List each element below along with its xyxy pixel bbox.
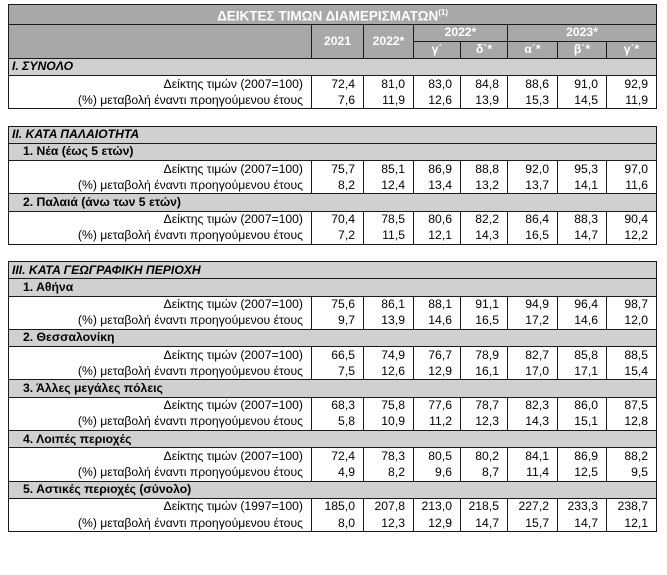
- value-cell: 80,6: [414, 211, 461, 228]
- table-title-text: ΔΕΙΚΤΕΣ ΤΙΜΩΝ ΔΙΑΜΕΡΙΣΜΑΤΩΝ: [217, 8, 439, 24]
- value-cell: 82,2: [461, 211, 508, 228]
- value-cell: 85,1: [364, 161, 414, 178]
- value-cell: 12,9: [414, 363, 461, 380]
- value-cell: 84,1: [508, 448, 558, 465]
- value-cell: 78,5: [364, 211, 414, 228]
- subgroup-title: 4. Λοιπές περιοχές: [9, 431, 657, 448]
- value-cell: 16,5: [508, 228, 558, 245]
- value-cell: 76,7: [414, 347, 461, 364]
- header-group-2023: 2023*: [508, 24, 657, 41]
- value-cell: 12,6: [364, 363, 414, 380]
- value-cell: 7,2: [312, 228, 364, 245]
- value-cell: 17,0: [508, 363, 558, 380]
- table-row: [9, 347, 657, 364]
- row-label: (%) μεταβολή έναντι προηγούμενου έτους: [9, 414, 312, 431]
- subgroup-header-row: [9, 329, 657, 346]
- value-cell: 86,9: [414, 161, 461, 178]
- value-cell: 213,0: [414, 498, 461, 515]
- value-cell: 78,9: [461, 347, 508, 364]
- table-row: [9, 448, 657, 465]
- section-title: III. ΚΑΤΑ ΓΕΩΓΡΑΦΙΚΗ ΠΕΡΙΟΧΗ: [9, 262, 657, 279]
- header-q1-2023: α΄*: [508, 41, 558, 58]
- value-cell: 80,2: [461, 448, 508, 465]
- value-cell: 74,9: [364, 347, 414, 364]
- value-cell: 13,7: [508, 177, 558, 194]
- value-cell: 8,2: [364, 464, 414, 481]
- row-label: Δείκτης τιμών (2007=100): [9, 397, 312, 414]
- value-cell: 5,8: [312, 414, 364, 431]
- section-title: II. ΚΑΤΑ ΠΑΛΑΙΟΤΗΤΑ: [9, 126, 657, 143]
- value-cell: 14,3: [461, 228, 508, 245]
- table-row: [9, 76, 657, 93]
- table-row: [9, 498, 657, 515]
- value-cell: 14,5: [558, 92, 607, 109]
- value-cell: 86,4: [508, 211, 558, 228]
- value-cell: 11,2: [414, 414, 461, 431]
- header-blank-cell: [9, 24, 312, 58]
- value-cell: 12,4: [364, 177, 414, 194]
- row-label: Δείκτης τιμών (2007=100): [9, 161, 312, 178]
- value-cell: 81,0: [364, 76, 414, 93]
- value-cell: 14,1: [558, 177, 607, 194]
- value-cell: 15,3: [508, 92, 558, 109]
- section-spacer: [9, 109, 657, 126]
- value-cell: 14,3: [508, 414, 558, 431]
- row-label: Δείκτης τιμών (2007=100): [9, 347, 312, 364]
- value-cell: 66,5: [312, 347, 364, 364]
- value-cell: 78,7: [461, 397, 508, 414]
- value-cell: 15,4: [607, 363, 657, 380]
- value-cell: 12,1: [607, 515, 657, 532]
- value-cell: 15,1: [558, 414, 607, 431]
- value-cell: 218,5: [461, 498, 508, 515]
- value-cell: 72,4: [312, 76, 364, 93]
- subgroup-title: 3. Άλλες μεγάλες πόλεις: [9, 380, 657, 397]
- value-cell: 88,5: [607, 347, 657, 364]
- value-cell: 15,7: [508, 515, 558, 532]
- subgroup-title: 2. Παλαιά (άνω των 5 ετών): [9, 194, 657, 211]
- value-cell: 14,7: [558, 228, 607, 245]
- header-q3-2022: γ΄: [414, 41, 461, 58]
- value-cell: 92,9: [607, 76, 657, 93]
- row-label: (%) μεταβολή έναντι προηγούμενου έτους: [9, 363, 312, 380]
- header-2022-annual: 2022*: [364, 24, 414, 58]
- value-cell: 9,7: [312, 313, 364, 330]
- value-cell: 238,7: [607, 498, 657, 515]
- value-cell: 88,2: [607, 448, 657, 465]
- value-cell: 12,3: [364, 515, 414, 532]
- subgroup-header-row: [9, 194, 657, 211]
- subgroup-header-row: [9, 481, 657, 498]
- value-cell: 13,2: [461, 177, 508, 194]
- value-cell: 75,6: [312, 296, 364, 313]
- section-spacer: [9, 244, 657, 261]
- section-header-row: [9, 126, 657, 143]
- row-label: (%) μεταβολή έναντι προηγούμενου έτους: [9, 464, 312, 481]
- value-cell: 12,6: [414, 92, 461, 109]
- value-cell: 8,0: [312, 515, 364, 532]
- table-row: [9, 92, 657, 109]
- value-cell: 16,1: [461, 363, 508, 380]
- value-cell: 68,3: [312, 397, 364, 414]
- row-label: Δείκτης τιμών (1997=100): [9, 498, 312, 515]
- apartment-price-index-table: [8, 4, 657, 532]
- value-cell: 14,7: [461, 515, 508, 532]
- subgroup-header-row: [9, 143, 657, 160]
- value-cell: 227,2: [508, 498, 558, 515]
- table-title: [9, 5, 657, 25]
- value-cell: 82,7: [508, 347, 558, 364]
- value-cell: 98,7: [607, 296, 657, 313]
- value-cell: 92,0: [508, 161, 558, 178]
- row-label: Δείκτης τιμών (2007=100): [9, 211, 312, 228]
- value-cell: 86,1: [364, 296, 414, 313]
- value-cell: 88,3: [558, 211, 607, 228]
- row-label: Δείκτης τιμών (2007=100): [9, 76, 312, 93]
- value-cell: 11,6: [607, 177, 657, 194]
- subgroup-title: 1. Νέα (έως 5 ετών): [9, 143, 657, 160]
- subgroup-title: 1. Αθήνα: [9, 279, 657, 296]
- section-title: I. ΣΥΝΟΛΟ: [9, 58, 657, 75]
- row-label: (%) μεταβολή έναντι προηγούμενου έτους: [9, 228, 312, 245]
- value-cell: 88,1: [414, 296, 461, 313]
- header-group-2022: 2022*: [414, 24, 508, 41]
- row-label: (%) μεταβολή έναντι προηγούμενου έτους: [9, 515, 312, 532]
- value-cell: 11,9: [364, 92, 414, 109]
- value-cell: 7,6: [312, 92, 364, 109]
- value-cell: 17,2: [508, 313, 558, 330]
- value-cell: 16,5: [461, 313, 508, 330]
- value-cell: 85,8: [558, 347, 607, 364]
- row-label: (%) μεταβολή έναντι προηγούμενου έτους: [9, 177, 312, 194]
- row-label: (%) μεταβολή έναντι προηγούμενου έτους: [9, 92, 312, 109]
- spacer-cell: [9, 244, 657, 261]
- value-cell: 70,4: [312, 211, 364, 228]
- value-cell: 14,6: [558, 313, 607, 330]
- value-cell: 96,4: [558, 296, 607, 313]
- row-label: Δείκτης τιμών (2007=100): [9, 448, 312, 465]
- table-row: [9, 397, 657, 414]
- row-label: (%) μεταβολή έναντι προηγούμενου έτους: [9, 313, 312, 330]
- value-cell: 9,6: [414, 464, 461, 481]
- value-cell: 10,9: [364, 414, 414, 431]
- value-cell: 12,2: [607, 228, 657, 245]
- value-cell: 11,9: [607, 92, 657, 109]
- table-row: [9, 177, 657, 194]
- table-row: [9, 161, 657, 178]
- table-row: [9, 296, 657, 313]
- table-row: [9, 228, 657, 245]
- value-cell: 7,5: [312, 363, 364, 380]
- subgroup-header-row: [9, 431, 657, 448]
- value-cell: 11,4: [508, 464, 558, 481]
- value-cell: 75,8: [364, 397, 414, 414]
- value-cell: 13,4: [414, 177, 461, 194]
- header-q3-2023: γ΄*: [607, 41, 657, 58]
- table-row: [9, 464, 657, 481]
- value-cell: 185,0: [312, 498, 364, 515]
- subgroup-title: 2. Θεσσαλονίκη: [9, 329, 657, 346]
- table-title-footnote: (1): [438, 8, 448, 17]
- spacer-cell: [9, 109, 657, 126]
- value-cell: 14,7: [558, 515, 607, 532]
- table-row: [9, 363, 657, 380]
- value-cell: 12,9: [414, 515, 461, 532]
- value-cell: 84,8: [461, 76, 508, 93]
- table-row: [9, 211, 657, 228]
- value-cell: 13,9: [461, 92, 508, 109]
- header-q4-2022: δ΄*: [461, 41, 508, 58]
- value-cell: 12,3: [461, 414, 508, 431]
- value-cell: 12,0: [607, 313, 657, 330]
- subgroup-header-row: [9, 380, 657, 397]
- value-cell: 95,3: [558, 161, 607, 178]
- subgroup-header-row: [9, 279, 657, 296]
- value-cell: 11,5: [364, 228, 414, 245]
- value-cell: 94,9: [508, 296, 558, 313]
- value-cell: 13,9: [364, 313, 414, 330]
- value-cell: 86,9: [558, 448, 607, 465]
- value-cell: 88,6: [508, 76, 558, 93]
- value-cell: 87,5: [607, 397, 657, 414]
- table-row: [9, 414, 657, 431]
- value-cell: 78,3: [364, 448, 414, 465]
- subgroup-title: 5. Αστικές περιοχές (σύνολο): [9, 481, 657, 498]
- value-cell: 97,0: [607, 161, 657, 178]
- value-cell: 4,9: [312, 464, 364, 481]
- value-cell: 86,0: [558, 397, 607, 414]
- value-cell: 80,5: [414, 448, 461, 465]
- value-cell: 72,4: [312, 448, 364, 465]
- value-cell: 12,1: [414, 228, 461, 245]
- value-cell: 17,1: [558, 363, 607, 380]
- row-label: Δείκτης τιμών (2007=100): [9, 296, 312, 313]
- value-cell: 14,6: [414, 313, 461, 330]
- value-cell: 8,7: [461, 464, 508, 481]
- value-cell: 12,8: [607, 414, 657, 431]
- value-cell: 82,3: [508, 397, 558, 414]
- value-cell: 91,0: [558, 76, 607, 93]
- table-row: [9, 515, 657, 532]
- value-cell: 8,2: [312, 177, 364, 194]
- value-cell: 75,7: [312, 161, 364, 178]
- table-row: [9, 313, 657, 330]
- value-cell: 207,8: [364, 498, 414, 515]
- value-cell: 9,5: [607, 464, 657, 481]
- header-q2-2023: β΄*: [558, 41, 607, 58]
- value-cell: 12,5: [558, 464, 607, 481]
- value-cell: 91,1: [461, 296, 508, 313]
- value-cell: 88,8: [461, 161, 508, 178]
- value-cell: 233,3: [558, 498, 607, 515]
- section-header-row: [9, 58, 657, 75]
- value-cell: 90,4: [607, 211, 657, 228]
- value-cell: 77,6: [414, 397, 461, 414]
- header-2021: 2021: [312, 24, 364, 58]
- value-cell: 83,0: [414, 76, 461, 93]
- section-header-row: [9, 262, 657, 279]
